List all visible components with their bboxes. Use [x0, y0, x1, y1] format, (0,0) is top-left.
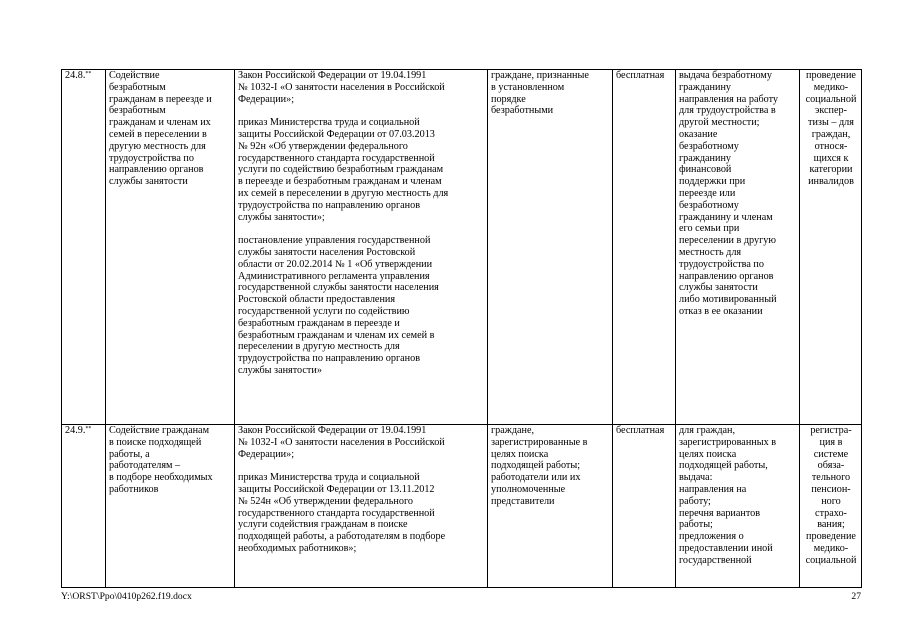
- services-table: [61, 69, 862, 588]
- service-name-cell: [106, 425, 235, 588]
- result-cell: [676, 70, 800, 425]
- legal-basis-cell: [235, 425, 488, 588]
- service-name: Содействие безработным гражданам в переезде и безработным гражданам и членам их семей в переселении в другую местность для трудоустройства по направлению органов службы занятости: [109, 70, 212, 188]
- legal-basis-paragraph: приказ Министерства труда и социальной защиты Российской Федерации от 07.03.2013 № 92н «Об утверждении федерального государственного стандарта государственной услуги по содействию безработным гражданам в переезде и безработным гражданам и членам их семей в переселении в другую местность для трудоустройства по направлению органов службы занятости»;: [238, 117, 449, 223]
- row-number: 24.9.: [65, 425, 86, 436]
- row-number: 24.8.: [65, 70, 86, 81]
- service-name-cell: [106, 70, 235, 425]
- service-name: Содействие гражданам в поиске подходящей работы, а работодателям – в подборе необходимых работников: [109, 425, 213, 495]
- result: для граждан, зарегистрированных в целях поиска подходящей работы, выдача: направления на работу; перечня вариантов работы; предложения о предоставлении иной государственной: [679, 425, 777, 566]
- cost-cell: [613, 70, 676, 425]
- recipients-cell: [488, 425, 613, 588]
- legal-basis-paragraph: Закон Российской Федерации от 19.04.1991 № 1032-I «О занятости населения в Российской Федерации»;: [238, 425, 445, 460]
- page-number: 27: [851, 591, 861, 602]
- legal-basis-paragraph: приказ Министерства труда и социальной защиты Российской Федерации от 13.11.2012 № 524н «Об утверждении федерального государственного стандарта государственной услуги содействия гражданам в поиске подходящей работы, а работодателям в подборе необходимых работников»;: [238, 472, 446, 554]
- related-services-cell: [800, 70, 862, 425]
- recipients: граждане, зарегистрированные в целях поиска подходящей работы; работодатели или их уполномоченные представители: [491, 425, 588, 507]
- row-number-cell: [62, 425, 106, 588]
- footnote-mark: **: [85, 426, 92, 432]
- table-row: [62, 425, 862, 588]
- legal-basis-paragraph: постановление управления государственной службы занятости населения Ростовской области от 20.02.2014 № 1 «Об утверждении Административного регламента управления государственной службы занятости населения Ростовской области предоставления государственной услуги по содействию безработным гражданам в переезде и безработным гражданам и членам их семей в переселении в другую местность для трудоустройства по направлению органов службы занятости»: [238, 235, 439, 376]
- cost: бесплатная: [616, 425, 665, 436]
- related-services: регистра- ция в системе обяза- тельного пенсион- ного страхо- вания; проведение медико- социальной: [805, 425, 857, 566]
- footer-file-path: Y:\ORST\Ppo\0410p262.f19.docx: [61, 591, 192, 602]
- table-row: [62, 70, 862, 425]
- result: выдача безработному гражданину направления на работу для трудоустройства в другой местности; оказание безработному гражданину финансовой поддержки при переезде или безработному гражданину и членам его семьи при переселении в другую местность для трудоустройства по направлению органов службы занятости либо мотивированный отказ в ее оказании: [679, 70, 779, 317]
- footnote-mark: **: [85, 71, 92, 77]
- legal-basis-cell: [235, 70, 488, 425]
- result-cell: [676, 425, 800, 588]
- legal-basis-paragraph: Закон Российской Федерации от 19.04.1991 № 1032-I «О занятости населения в Российской Федерации»;: [238, 70, 445, 105]
- related-services: проведение медико- социальной экспер- тизы – для граждан, относя- щихся к категории инвалидов: [805, 70, 857, 188]
- row-number-cell: [62, 70, 106, 425]
- recipients-cell: [488, 70, 613, 425]
- recipients: граждане, признанные в установленном порядке безработными: [491, 70, 589, 117]
- cost-cell: [613, 425, 676, 588]
- related-services-cell: [800, 425, 862, 588]
- cost: бесплатная: [616, 70, 665, 81]
